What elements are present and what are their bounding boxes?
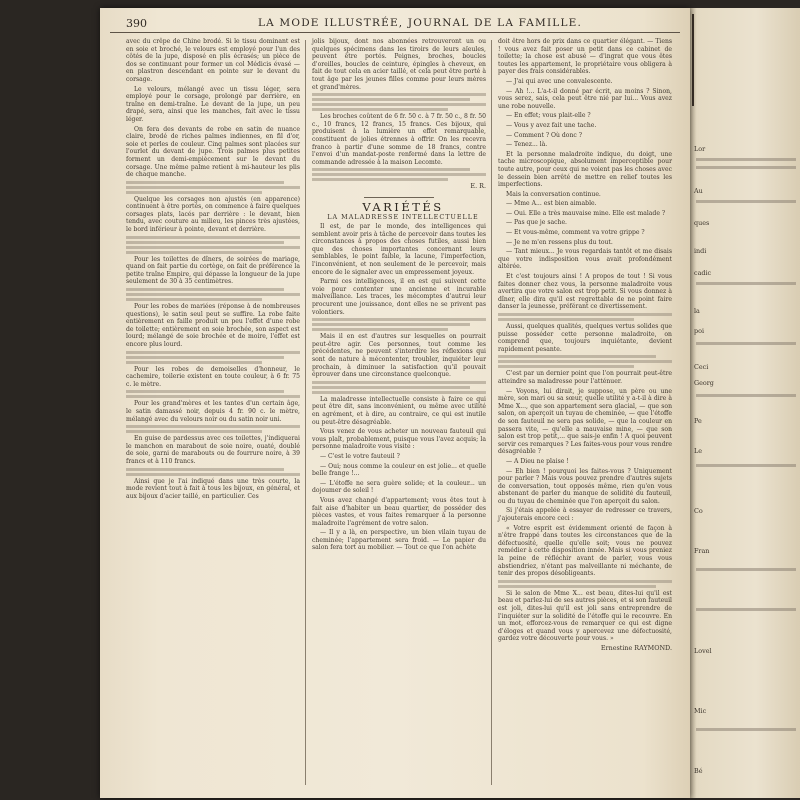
ornament-border <box>692 14 714 106</box>
neighbor-text: cadic <box>694 269 712 277</box>
section-title: VARIÉTÉS <box>362 199 444 214</box>
dialogue-line: — Vous y avez fait une tache. <box>506 121 597 129</box>
paragraph: jolis bijoux, dont nos abonnées retrouveront un ou quelques spécimens dans les tiroirs de leurs aïeules, peuvent être portés. Peignes, broches, boucles d'oreilles, boucles de ceinture, épingles à cheveux, en fait de tout cela en acier taillé, et cela peut être porté à tout âge par les jeunes filles comme pour leurs mères et grand'mères. <box>312 38 486 91</box>
newspaper-page <box>100 8 690 798</box>
neighbor-text: Georg <box>694 379 714 387</box>
paragraph: Pour les toilettes de dîners, de soirées de mariage, quand on fait partie du cortège, on fait de préférence la petite traîne Empire, qui dépasse la longueur de la jupe seulement de 30 à 35 centimètres. <box>126 255 300 286</box>
dialogue-line: — Et vous-même, comment va votre grippe ? <box>506 229 645 237</box>
article-title: LA MALADRESSE INTELLECTUELLE <box>327 212 479 221</box>
paragraph: — Eh bien ! pourquoi les faites-vous ? Uniquement pour parler ? Mais vous pouvez prendre d'autres sujets de conversation, tout opposés même, rien qu'en vous abstenant de parler du manque de solidité du fauteuil, ou du tuyau de cheminée que l'on aperçoit du salon. <box>498 467 672 505</box>
paragraph: Ainsi que je l'ai indiqué dans une très courte, la mode revient tout à fait à tous les bijoux, en général, et aux bijoux d'acier taillé, en particulier. Ces <box>126 477 300 500</box>
dialogue-line: — Comment ? Où donc ? <box>506 131 583 139</box>
neighbor-text: poi <box>694 327 704 335</box>
neighbor-text: Bé <box>694 767 703 775</box>
neighbor-text: Co <box>694 507 703 515</box>
neighbor-text: Le <box>694 447 703 455</box>
paragraph: Il est, de par le monde, des intelligences qui semblent avoir pris à tâche de percevoir dans toutes les circonstances à propos des choses futiles, aussi bien que des choses importantes concernant leurs semblables, le point faible, la lacune, l'imperfection, l'inconvénient, et non seulement de le percevoir, mais encore de le signaler avec un empressement joyeux. <box>312 223 486 276</box>
dialogue-line: — Mme A... est bien aimable. <box>506 200 597 208</box>
paragraph: La maladresse intellectuelle consiste à faire ce qui peut être dit, sans inconvénient, ou même avec utilité en agrément, et à dire, au contraire, ce qui est inutile ou peut-être désagréable. <box>312 395 486 426</box>
neighbor-text: ques <box>694 219 710 227</box>
paragraph: En guise de pardessus avec ces toilettes, j'indiquerai le manchon en marabout de soie noire, ouaté, doublé de soie, garni de marabouts ou de fourrure noire, à 39 francs et à 110 francs. <box>126 435 300 465</box>
paragraph: — Il y a là, en perspective, un bien vilain tuyau de cheminée; l'appartement sera froid. — Le papier du salon fera tort au mobilier. — Tout ce que l'on achète <box>312 529 486 552</box>
dialogue-line: — Pas que je sache. <box>506 219 567 227</box>
paragraph: « Votre esprit est évidemment orienté de façon à n'être frappé dans toutes les circonstances que de la défectuosité, quelle qu'elle soit; vous ne pouvez remédier à cette disposition innée. Mais si vous preniez la peine de réfléchir avant de parler, vous vous abstiendriez, n'étant pas malveillante ni méchante, de tenir des propos désobligeants. <box>498 524 672 578</box>
running-title: LA MODE ILLUSTRÉE, JOURNAL DE LA FAMILLE. <box>257 17 583 29</box>
neighbor-text: Au <box>694 187 703 195</box>
paragraph: Vous venez de vous acheter un nouveau fauteuil qui vous plaît, probablement, puisque vous l'avez acquis; la personne maladroite vous visite : <box>312 428 486 451</box>
paragraph: Si le salon de Mme X... est beau, dites-lui qu'il est beau et parlez-lui de ses autres pièces, et si son fauteuil est joli, dites-lui qu'il est joli sans entreprendre de l'inquiéter sur la solidité de l'étoffe qui le recouvre. En un mot, efforcez-vous de remarquer ce qui est digne d'éloges et quand vous y apercevez une défectuosité, gardez votre découverte pour vous. » <box>498 589 672 643</box>
dialogue-line: — Tant mieux... Je vous regardais tantôt et me disais que votre indisposition vous avait profondément altérée. <box>498 248 672 271</box>
paragraph: Pour les grand'mères et les tantes d'un certain âge, le satin damassé noir, depuis 4 fr. 90 c. le mètre, mélangé avec du velours noir ou du satin noir uni. <box>126 400 300 423</box>
paragraph: Aussi, quelques qualités, quelques vertus solides que puisse posséder cette personne maladroite, on comprend que, toujours inquiétante, devient rapidement pesante. <box>498 323 672 353</box>
dialogue-line: — J'ai qui avec une convalescente. <box>506 77 613 85</box>
paragraph: Vous avez changé d'appartement; vous êtes tout à fait aise d'habiter un beau quartier, de posséder des pièces vastes, et vous faites remarquer à la personne maladroite l'agrément de votre salon. <box>312 496 486 527</box>
neighbor-text: Lor <box>694 145 706 153</box>
column-2 <box>312 38 486 554</box>
dialogue-line: — Ah !... L'a-t-il donné par écrit, au moins ? Sinon, vous serez, sais, cela peut être nié par lui... Vous avez une robe nouvelle. <box>498 87 672 110</box>
dialogue-line: — L'étoffe ne sera guère solide; et la couleur... un dojoumer de soleil ! <box>312 479 486 495</box>
column-rule <box>491 40 492 785</box>
dialogue-line: — Tenez... là. <box>506 141 548 149</box>
dialogue-line: — Je ne m'en ressens plus du tout. <box>506 238 613 246</box>
paragraph: Pour les robes de demoiselles d'honneur, le cachemire, toilerie existent en toute couleur, à 6 fr. 75 c. le mètre. <box>126 365 300 388</box>
dialogue-line: — A Dieu ne plaise ! <box>506 457 569 465</box>
dialogue-line: — En effet; vous plait-elle ? <box>506 112 591 120</box>
neighbor-text: Fran <box>694 547 710 555</box>
paragraph: On fera des devants de robe en satin de nuance claire, brodé de riches palmes indiennes, en fil d'or, soie et perles de couleur. Cinq palmes sont placées sur l'ourlet du devant de jupe. Trois palmes plus petites forment un demi-empiècement sur le devant du corsage. Une même palme retient à mi-hauteur les plis de chaque manche. <box>126 125 300 179</box>
paragraph: C'est par un dernier point que l'on pourrait peut-être atteindre sa maladresse pour l'atténuer. <box>498 370 672 385</box>
paragraph: avec du crêpe de Chine brodé. Si le tissu dominant est en soie et broché, le velours est employé pour l'un des côtés de la jupe, disposé en plis écrasés; un pièce de dos se continuant pour former un col Médicis évasé — en plastron descendant en pointe sur le devant du corsage. <box>126 38 300 83</box>
dialogue-line: — Oui. Elle a très mauvaise mine. Elle est malade ? <box>506 209 666 217</box>
paragraph: doit être hors de prix dans ce quartier élégant. — Tiens ! vous avez fait poser un petit dans ce cabinet de toilette; la chose est abusé — d'ingrat que vous êtes toutes les appartement, le propriétaire vous obligera à payer des frais considérables. <box>498 38 672 76</box>
neighbor-text: Lovel <box>694 647 712 655</box>
author-signature: Ernestine RAYMOND. <box>600 643 672 652</box>
neighbor-text: Mic <box>694 707 707 715</box>
paragraph: — Voyons, lui dirait, je suppose, un père ou une mère, son mari ou sa sœur, quelle utilité y a-t-il à dire à Mme X..., que son appartement sera glacial, — que son salon, on aperçoit un tuyau de cheminée, — que l'étoffe de son fauteuil ne sera pas solide, — que la couleur en passera vite, — qu'elle a mauvaise mine, — que son salon est trop petit,... que sais-je enfin ! A quoi peuvent servir ces remarques ? Les faites-vous pour vous rendre désagréable ? <box>498 387 672 456</box>
page-header <box>110 16 680 33</box>
paragraph: Si j'étais appelée à essayer de redresser ce travers, j'ajouterais encore ceci : <box>498 507 672 523</box>
column-3 <box>498 38 672 655</box>
dialogue-line: — Oui; nous comme la couleur en est jolie... et quelle belle frange !... <box>312 462 486 478</box>
paragraph: Parmi ces intelligences, il en est qui suivent cette voie pour contenter une ancienne et incurable malveillance. Les traces, les mécomptes d'autrui leur procurent une jouissance, dont elles ne se privent pas volontiers. <box>312 278 486 316</box>
paragraph: Quelque les corsages non ajustés (en apparence) continuent à être portés, on commence à faire quelques corsages plats, lacés par derrière : le devant, bien tendu, avec couture au milieu, les pinces très ajustées, le bord inférieur à pointe, devant et derrière. <box>126 195 300 234</box>
paragraph: Mais il en est d'autres sur lesquelles on pourrait peut-être agir. Ces personnes, tout comme les précédentes, ne peuvent s'interdire les réflexions qui sont de nature à mécontenter, troubler, inquiéter leur prochain, à diminuer la satisfaction qu'il pouvait éprouver dans une circonstance quelconque. <box>312 333 486 379</box>
paragraph: Et la personne maladroite indique, du doigt, une tache microscopique, absolument imperceptible pour toute autre, pour ceux qui ne voient pas les choses avec le dessein bien arrêté de mettre en relief toutes les imperfections. <box>498 150 672 189</box>
author-initials: E. R. <box>470 182 486 191</box>
paragraph: Pour les robes de mariées (réponse à de nombreuses questions), le satin seul peut se suffire. La robe faite entièrement en faille produit un peu l'effet d'une robe de toilette; entièrement en soie brochée, son aspect est lourd; mélangé de soie brochée et de moire, l'effet est encore plus lourd. <box>126 303 300 348</box>
column-1 <box>126 38 300 502</box>
adjacent-page-edge <box>690 8 800 798</box>
dialogue-line: — C'est le votre fauteuil ? <box>320 452 400 460</box>
paragraph: Mais la conversation continue. <box>506 190 601 198</box>
paragraph: Les broches coûtent de 6 fr. 50 c. à 7 fr. 50 c., 8 fr. 50 c., 10 francs, 12 francs, 15 francs. Ces bijoux, qui produisent à la lumière un effet remarquable, constituent de jolies étrennes à offrir. On les recevra franco à partir d'une somme de 18 francs, contre l'envoi d'un mandat-poste renfermé dans la lettre de commande adressée à la maison Lecomte. <box>312 113 486 166</box>
page-number: 390 <box>126 17 147 30</box>
column-rule <box>305 40 306 785</box>
neighbor-text: Pe <box>694 417 702 425</box>
paragraph: Et c'est toujours ainsi ! A propos de tout ! Si vous faites donner chez vous, la personne maladroite vous avertira que votre salon est trop petit. Si vous donnez à dîner, elle dira qu'il est regrettable de ne point faire danser la jeunesse, préférant ce divertissement. <box>498 273 672 311</box>
section-divider <box>364 197 434 198</box>
neighbor-text: Ceci <box>694 363 709 371</box>
neighbor-text: indi <box>694 247 707 255</box>
neighbor-text: la <box>694 307 700 315</box>
paragraph: Le velours, mélangé avec un tissu léger, sera employé pour le corsage, prolongé par derrière, en traîne en demi-traîne. Le devant de la jupe, un peu drapé, sera, ainsi que les manches, fait avec le tissu léger. <box>126 85 300 123</box>
